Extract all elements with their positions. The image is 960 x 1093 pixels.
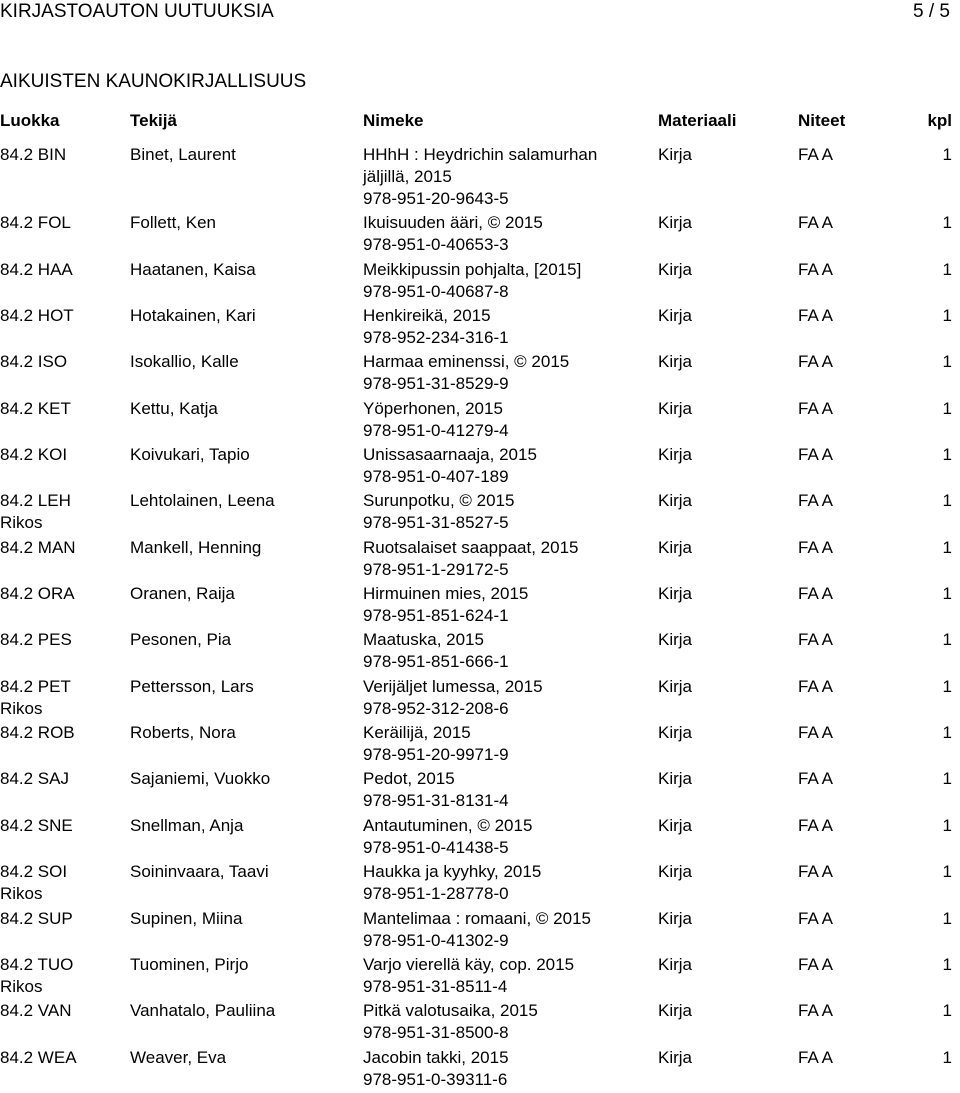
luokka-line: 84.2 SAJ <box>0 769 69 789</box>
cell-kpl: 1 <box>942 954 952 974</box>
cell-nimeke <box>363 212 543 256</box>
table-row <box>0 305 960 351</box>
table-row <box>0 537 960 583</box>
cell-niteet: FA A <box>798 769 833 789</box>
isbn-line: 978-951-0-41279-4 <box>363 420 509 440</box>
cell-nimeke <box>363 815 532 859</box>
luokka-line: 84.2 WEA <box>0 1047 77 1067</box>
cell-nimeke <box>363 1000 538 1044</box>
luokka-line: 84.2 PET <box>0 676 71 696</box>
cell-luokka <box>0 676 71 720</box>
header-tekija: Tekijä <box>130 111 177 130</box>
table-row <box>0 629 960 675</box>
cell-luokka <box>0 1047 77 1069</box>
page-title: KIRJASTOAUTON UUTUUKSIA <box>0 1 274 22</box>
isbn-line: 978-951-31-8500-8 <box>363 1023 509 1043</box>
cell-tekija: Follett, Ken <box>130 213 216 233</box>
luokka-line: 84.2 ISO <box>0 352 68 372</box>
luokka-line: 84.2 SUP <box>0 908 73 928</box>
title-line: Varjo vierellä käy, cop. 2015 <box>363 954 575 974</box>
luokka-line: 84.2 SOI <box>0 862 68 882</box>
isbn-line: 978-951-31-8511-4 <box>363 976 508 996</box>
cell-niteet: FA A <box>798 954 833 974</box>
cell-materiaali: Kirja <box>658 1047 693 1067</box>
cell-nimeke <box>363 398 509 442</box>
cell-tekija: Mankell, Henning <box>130 537 262 557</box>
luokka-line: 84.2 KET <box>0 398 71 418</box>
cell-luokka <box>0 1000 72 1022</box>
cell-materiaali: Kirja <box>658 445 693 465</box>
header-kpl: kpl <box>927 111 952 130</box>
isbn-line: 978-951-31-8529-9 <box>363 374 509 394</box>
cell-kpl: 1 <box>942 584 952 604</box>
cell-luokka <box>0 629 72 651</box>
cell-materiaali: Kirja <box>658 954 693 974</box>
title-line: Maatuska, 2015 <box>363 630 484 650</box>
title-line: Antautuminen, © 2015 <box>363 815 533 835</box>
cell-kpl: 1 <box>942 862 952 882</box>
cell-niteet: FA A <box>798 862 833 882</box>
table-row <box>0 861 960 907</box>
title-line: Keräilijä, 2015 <box>363 723 471 743</box>
cell-tekija: Weaver, Eva <box>130 1047 227 1067</box>
cell-tekija: Binet, Laurent <box>130 145 236 164</box>
title-line: Yöperhonen, 2015 <box>363 398 503 418</box>
cell-materiaali: Kirja <box>658 491 693 511</box>
cell-materiaali: Kirja <box>658 769 693 789</box>
cell-kpl: 1 <box>942 537 952 557</box>
cell-tekija: Hotakainen, Kari <box>130 306 256 326</box>
luokka-line: 84.2 KOI <box>0 445 68 465</box>
cell-tekija: Tuominen, Pirjo <box>130 954 249 974</box>
cell-nimeke <box>363 444 537 488</box>
cell-kpl: 1 <box>942 769 952 789</box>
isbn-line: 978-951-20-9971-9 <box>363 745 509 765</box>
table-row <box>0 583 960 629</box>
cell-niteet: FA A <box>798 908 833 928</box>
luokka-line: 84.2 FOL <box>0 213 71 233</box>
cell-tekija: Sajaniemi, Vuokko <box>130 769 271 789</box>
cell-nimeke <box>363 629 509 673</box>
cell-nimeke <box>363 722 509 766</box>
table-row <box>0 444 960 490</box>
cell-materiaali: Kirja <box>658 398 693 418</box>
cell-materiaali: Kirja <box>658 145 693 164</box>
title-line: Mantelimaa : romaani, © 2015 <box>363 908 591 928</box>
section-title: AIKUISTEN KAUNOKIRJALLISUUS <box>0 71 307 92</box>
cell-nimeke <box>363 583 528 627</box>
isbn-line: 978-951-851-666-1 <box>363 652 509 672</box>
title-line: Ikuisuuden ääri, © 2015 <box>363 213 543 233</box>
cell-luokka <box>0 768 69 790</box>
cell-materiaali: Kirja <box>658 630 693 650</box>
title-line: Unissasaarnaaja, 2015 <box>363 445 537 465</box>
cell-kpl: 1 <box>942 1001 952 1021</box>
cell-niteet: FA A <box>798 213 833 233</box>
cell-nimeke <box>363 861 541 905</box>
cell-niteet: FA A <box>798 723 833 743</box>
cell-niteet: FA A <box>798 537 833 557</box>
luokka-line: 84.2 LEH <box>0 491 71 511</box>
luokka-line: 84.2 BIN <box>0 145 67 164</box>
cell-nimeke <box>363 676 543 720</box>
cell-nimeke <box>363 537 579 581</box>
cell-kpl: 1 <box>942 815 952 835</box>
cell-luokka <box>0 444 67 466</box>
cell-niteet: FA A <box>798 445 833 465</box>
cell-materiaali: Kirja <box>658 259 693 279</box>
cell-materiaali: Kirja <box>658 537 693 557</box>
cell-kpl: 1 <box>942 306 952 326</box>
luokka-line: 84.2 ORA <box>0 584 75 604</box>
table-row <box>0 722 960 768</box>
cell-nimeke <box>363 1047 509 1091</box>
cell-tekija: Lehtolainen, Leena <box>130 491 275 511</box>
title-line: Jacobin takki, 2015 <box>363 1047 509 1067</box>
title-line: HHhH : Heydrichin salamurhan <box>363 145 598 164</box>
isbn-line: 978-951-0-41438-5 <box>363 837 509 857</box>
isbn-line: 978-951-0-39311-6 <box>363 1069 508 1089</box>
cell-niteet: FA A <box>798 584 833 604</box>
cell-materiaali: Kirja <box>658 815 693 835</box>
title-line: Haukka ja kyyhky, 2015 <box>363 862 542 882</box>
cell-kpl: 1 <box>942 445 952 465</box>
cell-niteet: FA A <box>798 352 833 372</box>
cell-niteet: FA A <box>798 1001 833 1021</box>
header-nimeke: Nimeke <box>363 111 424 130</box>
cell-niteet: FA A <box>798 630 833 650</box>
cell-tekija: Oranen, Raija <box>130 584 235 604</box>
cell-materiaali: Kirja <box>658 213 693 233</box>
cell-kpl: 1 <box>942 352 952 372</box>
cell-niteet: FA A <box>798 398 833 418</box>
cell-materiaali: Kirja <box>658 862 693 882</box>
cell-kpl: 1 <box>942 1047 952 1067</box>
table-header <box>0 110 960 134</box>
luokka-line: 84.2 ROB <box>0 723 75 743</box>
isbn-line: 978-951-1-29172-5 <box>363 559 509 579</box>
cell-niteet: FA A <box>798 145 833 164</box>
cell-kpl: 1 <box>942 491 952 511</box>
luokka-line: 84.2 HOT <box>0 306 74 326</box>
cell-luokka <box>0 351 67 373</box>
table-row <box>0 768 960 814</box>
cell-nimeke <box>363 768 509 812</box>
luokka-line: Rikos <box>0 884 43 904</box>
cell-luokka <box>0 954 73 998</box>
cell-kpl: 1 <box>942 398 952 418</box>
cell-niteet: FA A <box>798 259 833 279</box>
cell-materiaali: Kirja <box>658 723 693 743</box>
luokka-line: 84.2 TUO <box>0 954 74 974</box>
isbn-line: 978-951-1-28778-0 <box>363 884 509 904</box>
cell-materiaali: Kirja <box>658 676 693 696</box>
isbn-line: 978-951-0-41302-9 <box>363 930 509 950</box>
table-row <box>0 351 960 397</box>
title-line: Meikkipussin pohjalta, [2015] <box>363 259 582 279</box>
title-line: Pedot, 2015 <box>363 769 455 789</box>
cell-nimeke <box>363 305 509 349</box>
cell-niteet: FA A <box>798 815 833 835</box>
cell-luokka <box>0 212 71 234</box>
title-line: jäljillä, 2015 <box>363 167 452 186</box>
cell-nimeke <box>363 954 574 998</box>
isbn-line: 978-951-0-40687-8 <box>363 281 509 301</box>
table-row <box>0 144 960 212</box>
luokka-line: 84.2 PES <box>0 630 72 650</box>
title-line: Harmaa eminenssi, © 2015 <box>363 352 570 372</box>
isbn-line: 978-952-312-208-6 <box>363 698 509 718</box>
table-row <box>0 676 960 722</box>
title-line: Henkireikä, 2015 <box>363 306 491 326</box>
cell-luokka <box>0 722 75 744</box>
cell-nimeke <box>363 144 597 210</box>
cell-luokka <box>0 815 73 837</box>
page-number: 5 / 5 <box>913 1 950 22</box>
cell-luokka <box>0 305 74 327</box>
cell-kpl: 1 <box>942 630 952 650</box>
cell-niteet: FA A <box>798 1047 833 1067</box>
cell-luokka <box>0 144 66 166</box>
table-row <box>0 259 960 305</box>
cell-materiaali: Kirja <box>658 1001 693 1021</box>
book-list <box>0 144 960 1093</box>
cell-kpl: 1 <box>942 723 952 743</box>
cell-tekija: Haatanen, Kaisa <box>130 259 256 279</box>
cell-tekija: Vanhatalo, Pauliina <box>130 1001 276 1021</box>
title-line: Pitkä valotusaika, 2015 <box>363 1001 538 1021</box>
cell-nimeke <box>363 490 514 534</box>
cell-tekija: Soininvaara, Taavi <box>130 862 269 882</box>
cell-tekija: Pettersson, Lars <box>130 676 254 696</box>
isbn-line: 978-951-20-9643-5 <box>363 189 509 208</box>
cell-materiaali: Kirja <box>658 306 693 326</box>
cell-materiaali: Kirja <box>658 908 693 928</box>
luokka-line: 84.2 VAN <box>0 1001 72 1021</box>
cell-luokka <box>0 398 71 420</box>
isbn-line: 978-952-234-316-1 <box>363 328 509 348</box>
table-row <box>0 398 960 444</box>
cell-kpl: 1 <box>942 259 952 279</box>
table-row <box>0 1000 960 1046</box>
isbn-line: 978-951-31-8527-5 <box>363 513 509 533</box>
table-row <box>0 815 960 861</box>
cell-materiaali: Kirja <box>658 352 693 372</box>
header-niteet: Niteet <box>798 111 846 130</box>
isbn-line: 978-951-851-624-1 <box>363 606 509 626</box>
title-line: Verijäljet lumessa, 2015 <box>363 676 543 696</box>
cell-tekija: Snellman, Anja <box>130 815 244 835</box>
cell-tekija: Supinen, Miina <box>130 908 243 928</box>
cell-kpl: 1 <box>942 676 952 696</box>
cell-luokka <box>0 583 75 605</box>
cell-tekija: Koivukari, Tapio <box>130 445 250 465</box>
cell-niteet: FA A <box>798 676 833 696</box>
luokka-line: Rikos <box>0 698 43 718</box>
table-row <box>0 908 960 954</box>
luokka-line: Rikos <box>0 513 43 533</box>
isbn-line: 978-951-31-8131-4 <box>363 791 509 811</box>
cell-luokka <box>0 908 73 930</box>
cell-niteet: FA A <box>798 306 833 326</box>
table-row <box>0 212 960 258</box>
cell-tekija: Pesonen, Pia <box>130 630 232 650</box>
table-row <box>0 490 960 536</box>
isbn-line: 978-951-0-40653-3 <box>363 235 509 255</box>
cell-luokka <box>0 490 71 534</box>
luokka-line: 84.2 SNE <box>0 815 73 835</box>
cell-nimeke <box>363 259 581 303</box>
cell-tekija: Roberts, Nora <box>130 723 236 743</box>
header-materiaali: Materiaali <box>658 111 737 130</box>
cell-luokka <box>0 537 76 559</box>
cell-nimeke <box>363 351 569 395</box>
cell-kpl: 1 <box>942 213 952 233</box>
luokka-line: 84.2 HAA <box>0 259 73 279</box>
cell-luokka <box>0 259 73 281</box>
table-row <box>0 1047 960 1093</box>
cell-tekija: Kettu, Katja <box>130 398 218 418</box>
cell-tekija: Isokallio, Kalle <box>130 352 239 372</box>
cell-kpl: 1 <box>942 908 952 928</box>
isbn-line: 978-951-0-407-189 <box>363 467 509 487</box>
table-row <box>0 954 960 1000</box>
title-line: Ruotsalaiset saappaat, 2015 <box>363 537 579 557</box>
cell-nimeke <box>363 908 591 952</box>
cell-niteet: FA A <box>798 491 833 511</box>
cell-materiaali: Kirja <box>658 584 693 604</box>
cell-luokka <box>0 861 67 905</box>
title-line: Surunpotku, © 2015 <box>363 491 515 511</box>
luokka-line: Rikos <box>0 976 43 996</box>
cell-kpl: 1 <box>942 145 952 164</box>
title-line: Hirmuinen mies, 2015 <box>363 584 529 604</box>
header-luokka: Luokka <box>0 111 60 130</box>
luokka-line: 84.2 MAN <box>0 537 76 557</box>
